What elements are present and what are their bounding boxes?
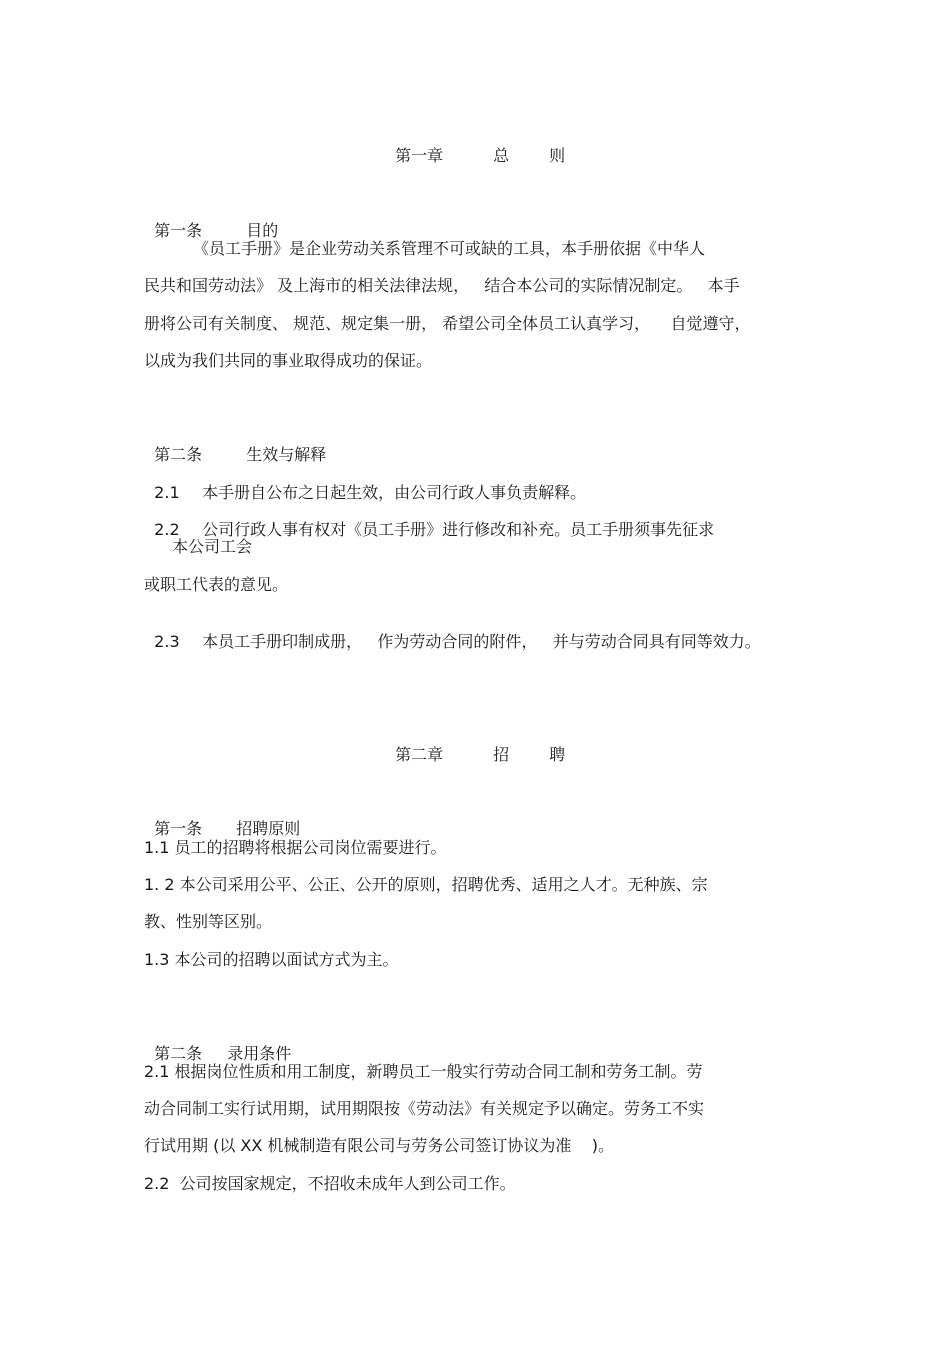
paragraph-line: 以成为我们共同的事业取得成功的保证。: [144, 351, 433, 370]
article-title: 生效与解释: [246, 445, 327, 464]
item-number: 2.1: [154, 483, 180, 502]
paragraph-line: 2.2 公司按国家规定，不招收未成年人到公司工作。: [144, 1174, 516, 1193]
paragraph-line: 1.1 员工的招聘将根据公司岗位需要进行。: [144, 838, 447, 857]
item-number: 2.2: [154, 520, 180, 539]
article-title: 目的: [246, 221, 279, 240]
chapter-2-number: 第二章: [395, 745, 444, 764]
ch2-article-2-heading: [144, 1024, 291, 1064]
paragraph-line: 动合同制工实行试用期，试用期限按《劳动法》有关规定予以确定。劳务工不实: [144, 1099, 705, 1118]
item-text: 本员工手册印制成册， 作为劳动合同的附件， 并与劳动合同具有同等效力。: [202, 632, 761, 651]
ch1-article-1-heading: [144, 201, 278, 241]
paragraph-line: 1. 2 本公司采用公平、公正、公开的原则，招聘优秀、适用之人才。无种族、宗: [144, 875, 708, 894]
chapter-2-title-char-2: 聘: [549, 745, 566, 764]
paragraph-line: 行试用期 (以 XX 机械制造有限公司与劳务公司签订协议为准 )。: [144, 1136, 615, 1155]
chapter-1-title-char-2: 则: [549, 146, 566, 165]
chapter-1-number: 第一章: [395, 146, 444, 165]
article-label: 第一条: [154, 819, 203, 838]
paragraph-line: 1.3 本公司的招聘以面试方式为主。: [144, 950, 399, 969]
ch1-article-2-heading: [144, 425, 326, 465]
chapter-2-heading: [0, 725, 950, 765]
item-text: 本手册自公布之日起生效，由公司行政人事负责解释。: [202, 483, 587, 502]
article-title: 录用条件: [227, 1044, 292, 1063]
article-title: 招聘原则: [236, 819, 301, 838]
item-number: 2.3: [154, 632, 180, 651]
list-item-continuation: 本公司工会: [172, 537, 253, 556]
list-item: [144, 500, 714, 540]
chapter-1-title-char-1: 总: [493, 146, 510, 165]
ch2-article-1-heading: [144, 799, 300, 839]
paragraph-line: 民共和国劳动法》 及上海市的相关法律法规， 结合本公司的实际情况制定。 本手: [144, 276, 740, 295]
article-label: 第二条: [154, 445, 203, 464]
article-label: 第二条: [154, 1044, 203, 1063]
list-item: [144, 463, 586, 503]
paragraph-line: 2.1 根据岗位性质和用工制度，新聘员工一般实行劳动合同工制和劳务工制。劳: [144, 1062, 703, 1081]
article-label: 第一条: [154, 221, 203, 240]
paragraph-line: 《员工手册》是企业劳动关系管理不可或缺的工具，本手册依据《中华人: [193, 239, 706, 258]
paragraph-line: 册将公司有关制度、 规范、规定集一册， 希望公司全体员工认真学习， 自觉遵守，: [144, 314, 751, 333]
list-item-continuation: 或职工代表的意见。: [144, 575, 289, 594]
list-item: [144, 612, 761, 652]
chapter-1-heading: [0, 126, 950, 166]
paragraph-line: 教、性别等区别。: [144, 912, 273, 931]
item-text: 公司行政人事有权对《员工手册》进行修改和补充。员工手册须事先征求: [202, 520, 715, 539]
chapter-2-title-char-1: 招: [493, 745, 510, 764]
